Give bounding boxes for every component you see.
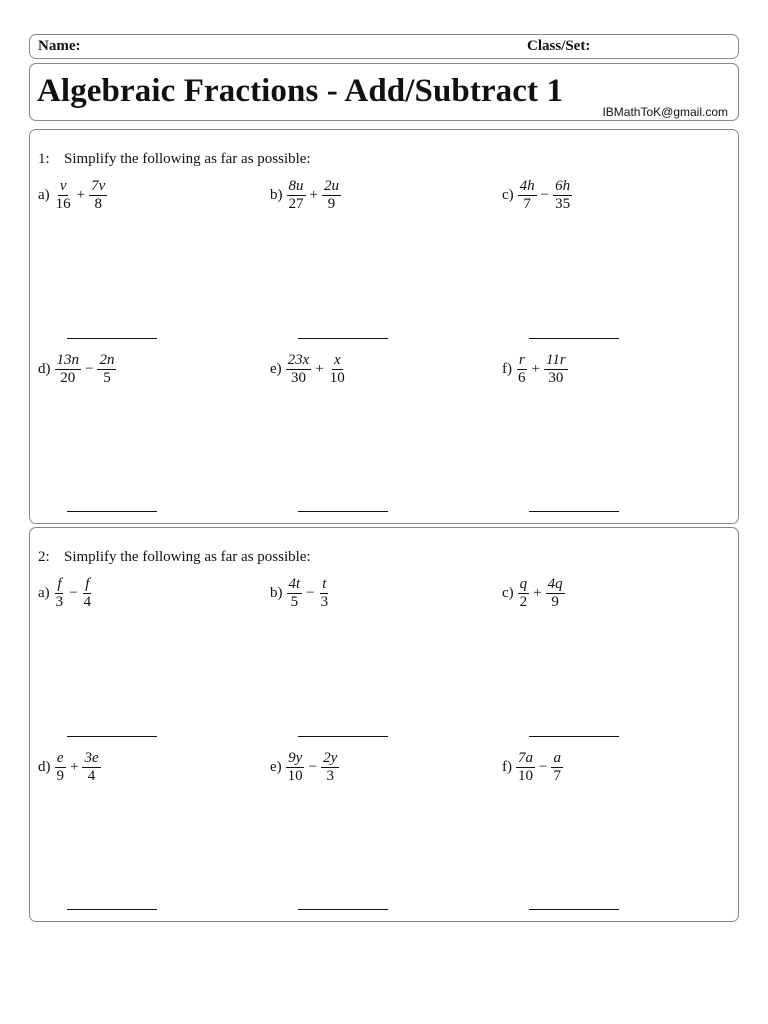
author-email: IBMathToK@gmail.com [602,105,728,119]
numerator: e [56,750,64,766]
fraction [285,750,306,785]
fraction [320,750,340,785]
numerator: x [333,352,341,368]
denominator: 9 [327,196,336,212]
section-2 [29,527,739,922]
fraction [286,576,304,611]
answer-line[interactable] [67,736,157,737]
numerator: a [553,750,561,766]
operator: + [533,585,542,601]
denominator: 3 [55,594,64,610]
problem [270,750,340,785]
problem-label: c) [502,187,514,203]
fraction [54,750,68,785]
denominator: 7 [553,768,561,784]
fraction [286,178,307,213]
problem [502,178,573,213]
numerator: f [85,576,90,592]
fraction [81,750,101,785]
problem-label: a) [38,187,50,203]
name-class-bar [29,34,739,59]
denominator: 5 [290,594,299,610]
answer-line[interactable] [298,909,388,910]
problem-label: f) [502,361,512,377]
fraction [88,178,108,213]
problem [502,750,564,785]
fraction [545,576,566,611]
answer-line[interactable] [298,511,388,512]
numerator: 4h [519,178,535,194]
fraction [552,178,573,213]
answer-line[interactable] [67,511,157,512]
answer-line[interactable] [67,338,157,339]
numerator: 11r [545,352,566,368]
answer-line[interactable] [298,736,388,737]
numerator: 7v [91,178,106,194]
denominator: 5 [103,370,111,386]
numerator: f [57,576,62,592]
numerator: 8u [288,178,304,194]
operator: − [69,585,78,601]
denominator: 30 [548,370,564,386]
worksheet-title: Algebraic Fractions - Add/Subtract 1 [37,73,564,109]
fraction [515,750,536,785]
numerator: 2n [99,352,115,368]
class-set-label: Class/Set: [527,38,591,54]
problem [502,576,566,611]
numerator: 7a [518,750,533,766]
numerator: v [59,178,67,194]
operator: − [540,187,550,203]
denominator: 10 [329,370,345,386]
numerator: 4t [288,576,301,592]
fraction [54,352,83,387]
fraction [327,352,348,387]
denominator: 8 [94,196,102,212]
answer-line[interactable] [529,736,619,737]
denominator: 10 [287,768,303,784]
operator: − [85,361,94,377]
problem-label: e) [270,361,282,377]
instruction-text: Simplify the following as far as possible: [64,151,311,167]
problem-label: e) [270,759,282,775]
problem-label: a) [38,585,50,601]
denominator: 20 [60,370,76,386]
problem [38,352,117,387]
fraction [517,178,538,213]
problem-label: f) [502,759,512,775]
denominator: 3 [326,768,334,784]
problem-label: d) [38,361,51,377]
numerator: q [519,576,528,592]
numerator: 9y [288,750,303,766]
denominator: 16 [55,196,71,212]
denominator: 4 [83,594,92,610]
problem-label: c) [502,585,514,601]
problem-label: b) [270,187,283,203]
problem [38,576,94,611]
denominator: 6 [518,370,526,386]
denominator: 35 [555,196,571,212]
problem [270,178,342,213]
denominator: 9 [551,594,559,610]
numerator: 3e [84,750,99,766]
denominator: 27 [288,196,304,212]
fraction [53,178,74,213]
problem [38,178,108,213]
section-instruction [38,151,311,168]
fraction [318,576,332,611]
numerator: 13n [56,352,79,368]
denominator: 9 [56,768,64,784]
title-bar [29,63,739,121]
operator: + [70,759,79,775]
numerator: t [322,576,327,592]
problem-label: d) [38,759,51,775]
denominator: 10 [518,768,533,784]
denominator: 3 [320,594,329,610]
fraction [550,750,564,785]
section-1 [29,129,739,524]
answer-line[interactable] [529,511,619,512]
fraction [81,576,95,611]
problem [270,352,348,387]
denominator: 2 [519,594,528,610]
problem-label: b) [270,585,283,601]
section-number: 1: [38,151,50,167]
operator: + [76,187,86,203]
answer-line[interactable] [529,338,619,339]
operator: + [531,361,540,377]
name-label: Name: [38,38,81,54]
fraction [53,576,67,611]
operator: − [308,759,318,775]
fraction [515,352,529,387]
answer-line[interactable] [67,909,157,910]
numerator: 23x [287,352,310,368]
operator: + [309,187,318,203]
denominator: 7 [523,196,531,212]
instruction-text: Simplify the following as far as possible: [64,549,311,565]
answer-line[interactable] [529,909,619,910]
numerator: r [518,352,525,368]
fraction [517,576,531,611]
problem [270,576,331,611]
problem [502,352,569,387]
numerator: 2y [323,750,338,766]
answer-line[interactable] [298,338,388,339]
operator: − [539,759,548,775]
problem [38,750,102,785]
operator: − [306,585,315,601]
section-number: 2: [38,549,50,565]
section-instruction [38,549,311,566]
numerator: 4q [547,576,563,592]
denominator: 30 [290,370,306,386]
fraction [285,352,313,387]
denominator: 4 [87,768,96,784]
fraction [543,352,569,387]
fraction [96,352,117,387]
fraction [321,178,342,213]
numerator: 6h [555,178,571,194]
numerator: 2u [323,178,339,194]
operator: + [315,361,324,377]
